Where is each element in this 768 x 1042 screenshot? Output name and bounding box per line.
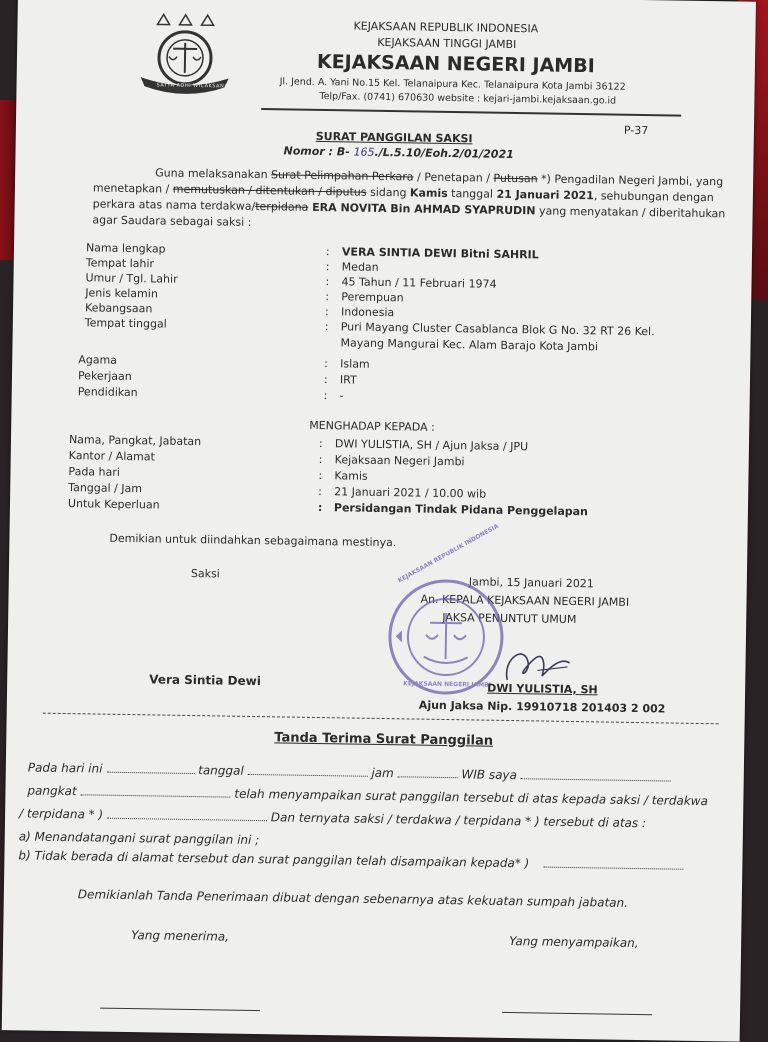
witness-colon: : [324, 389, 328, 402]
menghadap-value-name: DWI YULISTIA, SH / Ajun Jaksa / JPU [335, 437, 528, 453]
closing-text: Demikian untuk diindahkan sebagaimana mestinya. [109, 532, 396, 550]
witness-colon: : [325, 305, 329, 318]
doc-number: Nomor : B- 165./L.5.10/Eoh.2/01/2021 [283, 144, 513, 161]
saksi-name: Vera Sintia Dewi [149, 672, 261, 688]
deliverer-signature-line [502, 1012, 652, 1015]
witness-label-age: Umur / Tgl. Lahir [85, 271, 177, 285]
witness-label-nationality: Kebangsaan [85, 301, 152, 315]
logo-emblem [126, 12, 247, 104]
witness-value-address: Puri Mayang Cluster Casablanca Blok G No. 32 RT 26 Kel. [341, 320, 655, 338]
witness-colon: : [325, 320, 329, 333]
receiver-label: Yang menerima, [131, 928, 229, 944]
witness-value-education: - [340, 389, 344, 402]
menghadap-table [18, 0, 756, 2]
witness-value-birthplace: Medan [342, 260, 379, 274]
witness-label-birthplace: Tempat lahir [86, 256, 154, 270]
intro-line-3: perkara atas nama terdakwa/terpidana ERA NOVITA Bin AHMAD SYAPRUDIN yang menyatakan / diberitahukan [93, 197, 726, 220]
blank-day [106, 772, 194, 774]
witness-value-nationality: Indonesia [341, 305, 394, 319]
form-code: P-37 [624, 124, 649, 137]
header-line-2: KEJAKSAAN TINGGI JAMBI [377, 36, 516, 51]
witness-label-gender: Jenis kelamin [85, 286, 158, 300]
witness-label-religion: Agama [78, 353, 117, 367]
witness-value-occupation: IRT [340, 373, 357, 386]
menghadap-label-day: Pada hari [68, 465, 120, 479]
menghadap-value-purpose: Persidangan Tindak Pidana Penggelapan [334, 501, 588, 518]
blank-name [521, 778, 671, 781]
intro-line-4: agar Saudara sebagai saksi : [92, 213, 251, 228]
blank-delivered-to [543, 867, 683, 870]
menghadap-label-name: Nama, Pangkat, Jabatan [69, 433, 201, 448]
witness-colon: : [326, 260, 330, 273]
witness-colon: : [324, 357, 328, 370]
witness-value-religion: Islam [340, 357, 370, 370]
witness-value-name: VERA SINTIA DEWI Bitni SAHRIL [342, 245, 539, 261]
witness-label-occupation: Pekerjaan [78, 369, 132, 383]
logo-motto: SATYA ADHI WICAKSANA [157, 82, 229, 89]
header-address: Jl. Jend. A. Yani No.15 Kel. Telanaipura Kec. Telanaipura Kota Jambi 36122 [280, 76, 626, 92]
witness-table [18, 0, 756, 2]
witness-value-gender: Perempuan [341, 290, 404, 304]
witness-value-address-2: Mayang Mangurai Kec. Alam Barajo Kota Jambi [340, 336, 598, 353]
saksi-label: Saksi [191, 567, 220, 580]
receipt-line-3: / terpidana * ) Dan ternyata saksi / terdakwa / terpidana * ) tersebut di atas : [19, 806, 646, 830]
doc-number-handwritten: 165 [353, 145, 374, 158]
menghadap-colon: : [318, 485, 322, 498]
header-title: KEJAKSAAN NEGERI JAMBI [317, 51, 595, 77]
stamp-text-2: KEJAKSAAN NEGERI JAMBI [403, 680, 491, 688]
official-rank: Ajun Jaksa Nip. 19910718 201403 2 002 [419, 699, 666, 716]
menghadap-colon: : [318, 501, 323, 514]
menghadap-label-office: Kantor / Alamat [69, 449, 155, 463]
witness-label-name: Nama lengkap [86, 241, 166, 255]
place-date: Jambi, 15 Januari 2021 [469, 575, 594, 590]
witness-label-address: Tempat tinggal [85, 316, 167, 330]
witness-colon: : [325, 275, 329, 288]
intro-line-1: Guna melaksanakan Surat Pelimpahan Perkara / Penetapan / Putusan *) Pengadilan Negeri Jambi, yang [155, 166, 723, 188]
witness-colon: : [326, 245, 330, 258]
header-contact: Telp/Fax. (0741) 670630 website : kejari-jambi.kejaksaan.go.id [319, 91, 616, 107]
doc-title: SURAT PANGGILAN SAKSI [316, 130, 473, 145]
blank-rank [80, 794, 230, 797]
menghadap-colon: : [319, 437, 323, 450]
header-line-1: KEJAKSAAN REPUBLIK INDONESIA [353, 19, 538, 35]
receiver-signature-line [100, 1008, 260, 1012]
blank-date [248, 774, 368, 777]
blank-time [398, 776, 458, 778]
menghadap-value-date: 21 Januari 2021 / 10.00 wib [334, 485, 486, 500]
receipt-statement: Demikianlah Tanda Penerimaan dibuat dengan sebenarnya atas kekuatan sumpah jabatan. [78, 887, 628, 910]
receipt-option-a: a) Menandatangani surat panggilan ini ; [19, 829, 260, 847]
menghadap-label-purpose: Untuk Keperluan [68, 497, 160, 511]
receipt-line-2: pangkat telah menyampaikan surat panggilan tersebut di atas kepada saksi / terdakwa [27, 783, 708, 808]
official-name: DWI YULISTIA, SH [487, 682, 598, 697]
witness-value-age: 45 Tahun / 11 Februari 1974 [341, 275, 496, 290]
menghadap-heading: MENGHADAP KEPADA : [309, 419, 435, 434]
document-page [2, 0, 756, 1042]
menghadap-value-day: Kamis [334, 469, 367, 483]
witness-colon: : [324, 373, 328, 386]
menghadap-colon: : [318, 469, 322, 482]
blank-recipient [107, 818, 267, 822]
witness-colon: : [325, 290, 329, 303]
deliverer-label: Yang menyampaikan, [509, 934, 639, 950]
on-behalf: An. KEPALA KEJAKSAAN NEGERI JAMBI [420, 593, 629, 609]
menghadap-label-date: Tanggal / Jam [68, 481, 142, 495]
menghadap-value-office: Kejaksaan Negeri Jambi [335, 453, 465, 468]
receipt-title: Tanda Terima Surat Panggilan [274, 730, 493, 748]
header-divider [261, 108, 681, 117]
official-stamp [385, 576, 507, 698]
official-position: JAKSA PENUNTUT UMUM [442, 611, 576, 626]
menghadap-colon: : [319, 453, 323, 466]
witness-label-education: Pendidikan [78, 385, 138, 399]
receipt-line-1: Pada hari ini tanggal jam WIB saya [28, 760, 671, 784]
stamp-text: KEJAKSAAN REPUBLIK INDONESIA [397, 523, 500, 585]
receipt-option-b: b) Tidak berada di alamat tersebut dan surat panggilan telah disampaikan kepada* ) [18, 848, 683, 872]
intro-line-2: menetapkan / memutuskan / ditentukan / diputus sidang Kamis tanggal 21 Januari 2021, sehubungan dengan [93, 181, 714, 204]
